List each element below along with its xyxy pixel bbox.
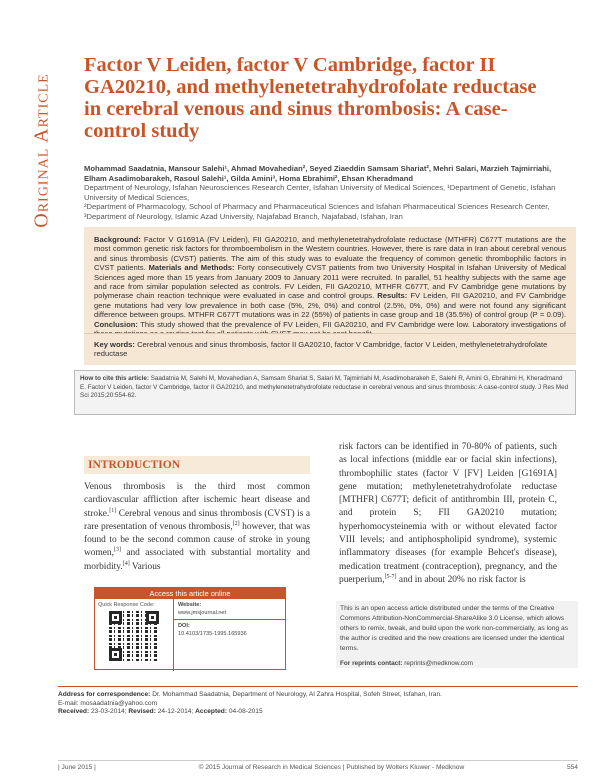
intro-text: however, that was found to be the second common cause of stroke in young women, — [84, 521, 310, 559]
correspondence-block: Address for correspondence: Dr. Mohammad Saadatnia, Department of Neurology, Al Zahra Hospital, Sofeh Street, Isfahan, Iran. E-mail: mosaadatnia@yahoo.com Received: 23-03-2014; Revised: 24-12-2014; Accepted: 04-08-2015 — [58, 686, 578, 717]
abstract-results: FV Leiden, FII GA20210, and FV Cambridge gene mutations had very low prevalence in both case (5%, 2%, 0%) and control (2.5%, 0%, 0%) and were not found any significant difference between groups. MTHFR C677T mutations was in 22 (55%) of patients in case group and 18 (35.5%) of control group (P = 0.09). — [94, 291, 566, 320]
reprints-email[interactable]: reprints@medknow.com — [404, 660, 473, 667]
introduction-right-column — [339, 441, 557, 587]
affiliation-line: Department of Neurology, Isfahan Neurosciences Research Center, Isfahan University of Medical Sciences, ¹Department of Genetic, Isfahan University of Medical Sciences, — [84, 183, 556, 202]
website-link[interactable]: www.jmsjournal.net — [178, 610, 227, 616]
doi-label: DOI: — [178, 623, 190, 629]
introduction-left-column — [84, 481, 310, 574]
qr-label: Quick Response Code: — [98, 602, 155, 608]
intro-text: risk factors can be identified in 70-80% of patients, such as local infections (middle ear or facial skin infections), thrombophilic states (factor V [FV] Leiden [G1691A] gene mutation; methylenetetrahydrofolate reductase [MTHFR] C677T; deficit of antithrombin III, protein C, and protein S; FII GA20210 mutation; hyperhomocysteinemia with or without elevated factor VIII levels; and antiphospholipid syndrome), systemic inflammatory diseases (for example Behcet's disease), medication treatment (contraception), pregnancy, and the puerperium, — [339, 442, 557, 585]
access-online-box — [94, 587, 286, 670]
abstract-results-label: Results: — [377, 291, 408, 301]
intro-text: Venous thrombosis is the third most common cardiovascular affliction after ischemic heart disease and stroke. — [84, 482, 310, 519]
article-title: Factor V Leiden, factor V Cambridge, factor II GA20210, and methylenetetrahydrofolate reductase in cerebral venous and sinus thrombosis: A case-control study — [84, 54, 537, 142]
correspondence-address: Dr. Mohammad Saadatnia, Department of Neurology, Al Zahra Hospital, Sofeh Street, Isfahan, Iran. — [152, 691, 442, 698]
affiliation-line: ³Department of Neurology, Islamic Azad University, Najafabad Branch, Najafabad, Isfahan, Iran — [84, 211, 403, 221]
access-info — [174, 599, 285, 671]
article-type-text: Original Article — [30, 72, 53, 228]
author-names: Mohammad Saadatnia, Mansour Salehi¹, Ahmad Movahedian², Seyed Ziaeddin Samsam Shariat², Mehri Salari, Marzieh Tajmirriahi, Elham Asadimobarakeh, Rasoul Salehi¹, Gilda Amini³, Homa Ebrahimi², Ehsan Kheradmand — [84, 164, 552, 183]
correspondence-email[interactable]: mosaadatnia@yahoo.com — [80, 699, 158, 707]
abstract-conclusion: This study showed that the prevalence of FV Leiden, FII GA20210, and FV Cambridge were low. Laboratory investigations of — [140, 319, 566, 329]
keywords-text: Cerebral venous and sinus thrombosis, factor II GA20210, factor V Cambridge, factor V Leiden, methylenetetrahydrofolate reductase — [94, 340, 548, 359]
license-notice: This is an open access article distributed under the terms of the Creative Commons Attribution-NonCommercial-ShareAlike 3.0 License, which allows others to remix, tweak, and build upon the work non-commercially, as long as the author is credited and the new creations are licensed under the identical terms. — [336, 601, 578, 668]
accepted-label: Accepted: — [195, 708, 228, 716]
intro-text: Cerebral venous and sinus thrombosis (CVST) is a rare presentation of venous thrombosis, — [84, 508, 310, 532]
article-type-label — [30, 60, 54, 240]
reprints-label: For reprints contact: — [340, 660, 403, 667]
page-footer — [58, 760, 578, 771]
revised-date: 24-12-2014 — [157, 708, 192, 716]
page-number: 554 — [566, 764, 578, 771]
citation-ref[interactable]: [1] — [109, 507, 117, 514]
abstract-conclusion-label: Conclusion: — [94, 319, 138, 329]
citation-ref[interactable]: [4] — [122, 560, 130, 567]
doi-link[interactable]: 10.4103/1735-1995.165936 — [178, 631, 247, 637]
qr-cell — [95, 599, 174, 671]
footer-copyright: © 2015 Journal of Research in Medical Sciences | Published by Wolters Kluwer - Medknow — [198, 764, 465, 771]
received-date: 23-03-2014 — [91, 708, 125, 716]
access-header: Access this article online — [95, 588, 285, 599]
email-label: E-mail: — [58, 699, 79, 707]
accepted-date: 04-08-2015 — [228, 708, 263, 716]
revised-label: Revised: — [128, 708, 156, 716]
intro-text: and associated with substantial mortality and morbidity. — [84, 548, 310, 572]
citation-ref[interactable]: [2] — [232, 520, 240, 527]
qr-code-icon[interactable] — [109, 611, 159, 661]
keywords-box — [84, 333, 576, 365]
abstract-background: Factor V G1691A (FV Leiden), FII GA20210, and methylenetetrahydrofolate reductase (MTHFR) C677T mutations are the most common genetic risk factors for thromboembolism in the Western countries. However, there is rare data in Iran about cerebral venous and sinus thrombosis (CVST) patients. The aim of this study was to evaluate the frequency of common genetic thrombophilic factors in CVST patients. — [94, 235, 566, 273]
abstract-methods: Forty consecutively CVST patients from two University Hospital in Isfahan University of Medical Sciences aged more than 15 years from January 2009 to January 2011 were recruited. In parallel, 51 healthy subjects with the same age and race from similar population selected as controls. FV Leiden, FII GA20210, MTHFR C677T, and FV Cambridge gene mutations by polymerase chain reaction technique were evaluated in case and control groups. — [94, 263, 566, 301]
keywords-label: Key words: — [94, 340, 135, 349]
citation-box — [74, 370, 576, 415]
abstract-methods-label: Materials and Methods: — [148, 263, 235, 273]
citation-ref[interactable]: [5-7] — [384, 573, 397, 580]
intro-text: and in about 20% no risk factor is — [396, 574, 526, 585]
citation-ref[interactable]: [3] — [113, 547, 121, 554]
received-label: Received: — [58, 708, 90, 716]
citation-label: How to cite this article: — [80, 375, 149, 382]
abstract-background-label: Background: — [94, 235, 141, 244]
website-label: Website: — [178, 602, 202, 608]
abstract-box — [84, 227, 576, 333]
intro-text: Various — [129, 561, 161, 572]
author-block — [84, 164, 574, 222]
introduction-heading: INTRODUCTION — [84, 456, 310, 474]
footer-issue: | June 2015 | — [58, 764, 96, 771]
correspondence-label: Address for correspondence: — [58, 691, 151, 698]
reprints-line — [336, 660, 578, 667]
citation-text: Saadatnia M, Salehi M, Movahedian A, Samsam Shariat S, Salari M, Tajmirriahi M, Asadimobarakeh E, Salehi R, Amini G, Ebrahimi H, Kheradmand E. Factor V Leiden, factor V Cambridge, factor II GA20210, and methylenetetrahydrofolate reductase in cerebral venous and sinus thrombosis: A case-control study. J Res Med Sci 2015;20:554-62. — [80, 375, 569, 400]
affiliation-line: ²Department of Pharmacology, School of Pharmacy and Pharmaceutical Sciences and Isfahan Pharmaceutical Sciences Research Center, — [84, 202, 550, 212]
